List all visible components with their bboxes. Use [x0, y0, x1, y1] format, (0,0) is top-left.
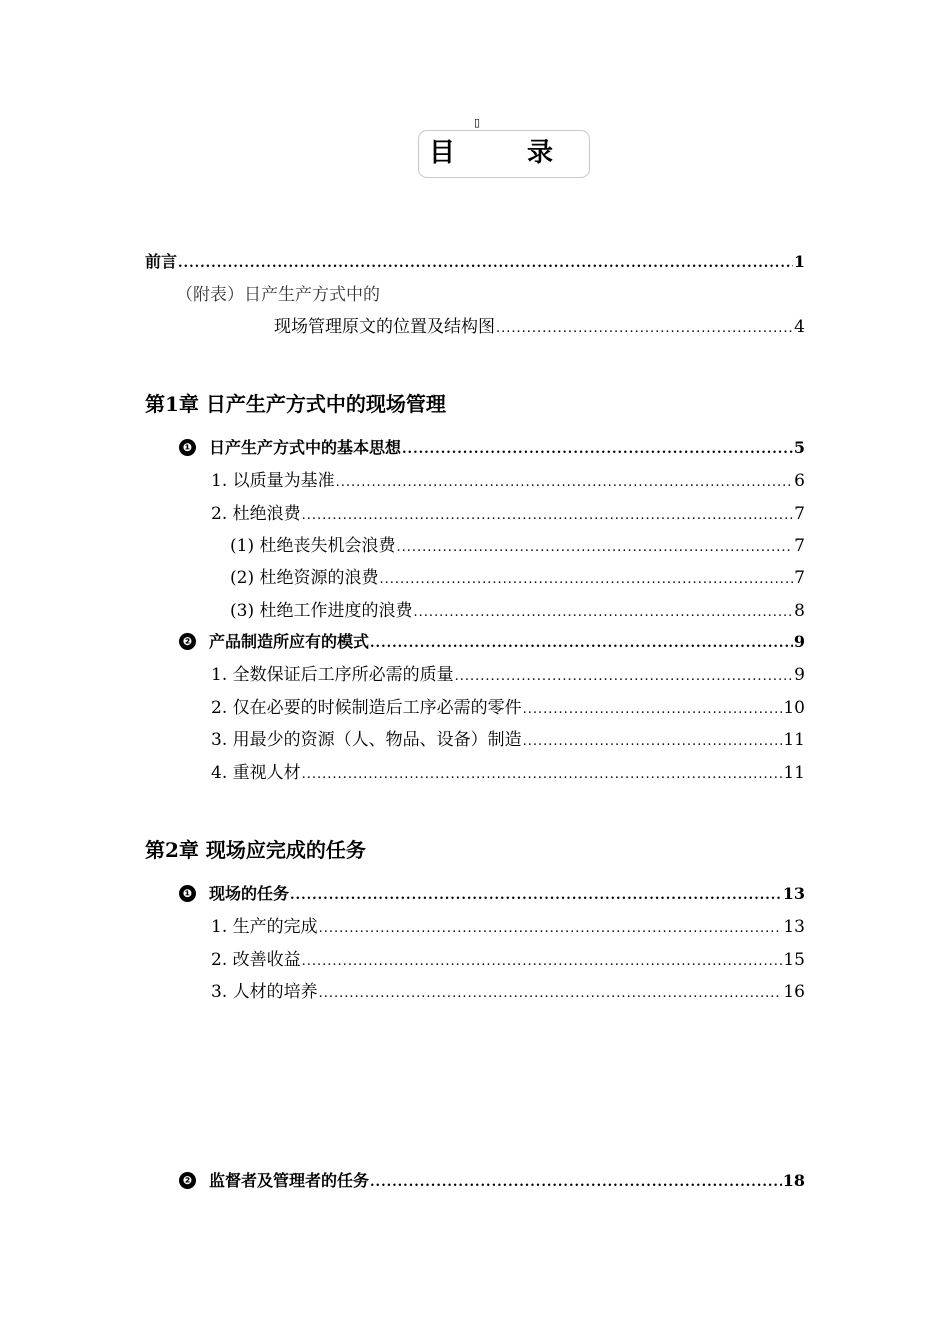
leader-dots — [319, 917, 783, 941]
toc-entry-page: 13 — [783, 917, 805, 937]
toc-entry-page: 6 — [794, 471, 805, 491]
leader-dots — [302, 504, 794, 528]
toc-entry-page: 1 — [793, 252, 805, 271]
leader-dots — [402, 438, 793, 462]
leader-dots — [379, 568, 793, 592]
toc-entry-ch1-sec2[interactable] — [209, 630, 805, 654]
leader-dots — [370, 1171, 782, 1195]
leader-dots — [370, 632, 793, 656]
toc-entry-label: 监督者及管理者的任务 — [209, 1171, 370, 1190]
toc-entry-label: 现场管理原文的位置及结构图 — [274, 317, 495, 337]
toc-appendix-line-1: （附表）日产生产方式中的 — [176, 285, 380, 305]
toc-entry-label: 1. 以质量为基准 — [211, 471, 335, 491]
toc-title-char-1: 目 — [429, 138, 456, 168]
toc-entry-ch1-sec1[interactable] — [209, 436, 805, 460]
toc-entry-page: 7 — [794, 568, 805, 588]
toc-entry-label: 1. 全数保证后工序所必需的质量 — [211, 665, 454, 685]
leader-dots — [336, 471, 794, 495]
toc-entry-ch2-sec1[interactable] — [209, 882, 805, 906]
number-marker-1: ❶ — [179, 439, 196, 456]
leader-dots — [302, 763, 783, 787]
toc-entry-page: 13 — [782, 884, 805, 903]
toc-entry-page: 9 — [793, 632, 805, 651]
toc-entry-preface[interactable] — [145, 250, 805, 274]
toc-entry-label: 2. 杜绝浪费 — [211, 504, 301, 524]
toc-entry-appendix[interactable] — [274, 315, 805, 339]
toc-entry-page: 7 — [794, 536, 805, 556]
toc-entry[interactable] — [230, 599, 805, 623]
number-marker-1: ❶ — [179, 885, 196, 902]
toc-entry[interactable] — [211, 663, 805, 687]
toc-entry-label: (3) 杜绝工作进度的浪费 — [230, 601, 413, 621]
toc-entry-page: 11 — [783, 763, 805, 783]
toc-entry-page: 16 — [783, 982, 805, 1002]
toc-entry[interactable] — [230, 566, 805, 590]
leader-dots — [523, 698, 783, 722]
toc-entry-label: 前言 — [145, 252, 178, 271]
number-marker-2: ❷ — [179, 633, 196, 650]
toc-entry[interactable] — [211, 696, 805, 720]
toc-entry[interactable] — [211, 948, 805, 972]
toc-entry-label: 3. 人材的培养 — [211, 982, 318, 1002]
toc-title-box — [418, 130, 590, 178]
toc-entry-page: 9 — [794, 665, 805, 685]
leader-dots — [319, 982, 783, 1006]
toc-entry[interactable] — [211, 728, 805, 752]
toc-entry-page: 10 — [783, 698, 805, 718]
leader-dots — [290, 884, 782, 908]
leader-dots — [413, 601, 793, 625]
toc-title-char-2: 录 — [527, 138, 554, 168]
toc-entry-label: 现场的任务 — [209, 884, 290, 903]
leader-dots — [523, 730, 783, 754]
toc-entry-label: 日产生产方式中的基本思想 — [209, 438, 402, 457]
toc-entry[interactable] — [211, 502, 805, 526]
toc-entry-label: 1. 生产的完成 — [211, 917, 318, 937]
toc-entry-page: 7 — [794, 504, 805, 524]
leader-dots — [496, 317, 793, 341]
leader-dots — [396, 536, 793, 560]
toc-entry-label: 4. 重视人材 — [211, 763, 301, 783]
toc-entry[interactable] — [211, 980, 805, 1004]
toc-entry[interactable] — [211, 761, 805, 785]
toc-entry-page: 11 — [783, 730, 805, 750]
number-marker-2: ❷ — [179, 1172, 196, 1189]
toc-entry[interactable] — [211, 469, 805, 493]
placeholder-glyph: ▯ — [474, 116, 481, 129]
toc-entry-label: (2) 杜绝资源的浪费 — [230, 568, 379, 588]
chapter-1-title: 第1章 日产生产方式中的现场管理 — [145, 392, 446, 416]
toc-entry-ch2-sec2[interactable] — [209, 1169, 805, 1193]
toc-entry-label: 3. 用最少的资源（人、物品、设备）制造 — [211, 730, 522, 750]
toc-entry-label: 产品制造所应有的模式 — [209, 632, 370, 651]
toc-entry-page: 5 — [793, 438, 805, 457]
leader-dots — [178, 252, 793, 276]
toc-entry[interactable] — [230, 534, 805, 558]
toc-entry-page: 8 — [794, 601, 805, 621]
leader-dots — [302, 950, 783, 974]
toc-entry-label: 2. 改善收益 — [211, 950, 301, 970]
toc-entry[interactable] — [211, 915, 805, 939]
chapter-2-title: 第2章 现场应完成的任务 — [145, 838, 366, 862]
toc-entry-label: 2. 仅在必要的时候制造后工序必需的零件 — [211, 698, 522, 718]
toc-entry-label: (1) 杜绝丧失机会浪费 — [230, 536, 396, 556]
toc-entry-page: 18 — [782, 1171, 805, 1190]
leader-dots — [455, 665, 794, 689]
toc-entry-page: 4 — [794, 317, 805, 337]
toc-entry-page: 15 — [783, 950, 805, 970]
